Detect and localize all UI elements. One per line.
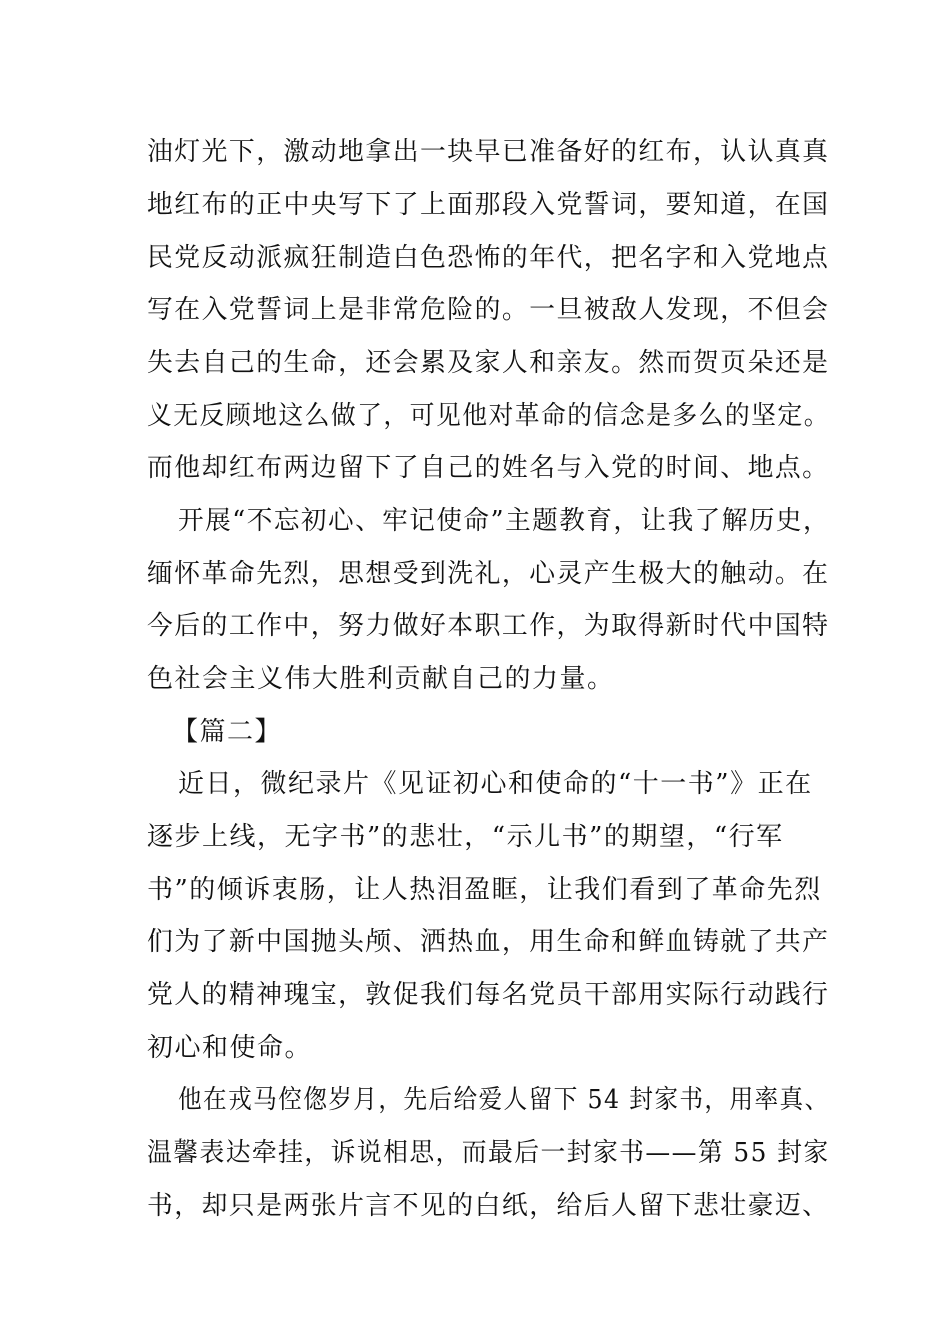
- text-line: 他在戎马倥偬岁月，先后给爱人留下 54 封家书，用率真、: [178, 1085, 830, 1115]
- text-line: 党人的精神瑰宝，敦促我们每名党员干部用实际行动践行: [147, 980, 830, 1010]
- text-line: 失去自己的生命，还会累及家人和亲友。然而贺页朵还是: [147, 348, 830, 378]
- section-heading: 【篇二】: [172, 717, 283, 747]
- text-line: 色社会主义伟大胜利贡献自己的力量。: [147, 664, 615, 694]
- text-line: 逐步上线，无字书”的悲壮，“示儿书”的期望，“行军: [147, 822, 784, 852]
- text-line: 民党反动派疯狂制造白色恐怖的年代，把名字和入党地点: [147, 243, 830, 273]
- text-line: 书，却只是两张片言不见的白纸，给后人留下悲壮豪迈、: [147, 1191, 830, 1221]
- text-line: 地红布的正中央写下了上面那段入党誓词，要知道，在国: [147, 190, 830, 220]
- text-line: 缅怀革命先烈，思想受到洗礼，心灵产生极大的触动。在: [147, 559, 830, 589]
- text-line: 们为了新中国抛头颅、洒热血，用生命和鲜血铸就了共产: [147, 927, 830, 957]
- text-line: 而他却红布两边留下了自己的姓名与入党的时间、地点。: [147, 453, 830, 483]
- text-line: 义无反顾地这么做了，可见他对革命的信念是多么的坚定。: [147, 401, 830, 431]
- text-line: 近日，微纪录片《见证初心和使命的“十一书”》正在: [178, 769, 813, 799]
- text-line: 初心和使命。: [147, 1033, 313, 1063]
- text-line: 温馨表达牵挂，诉说相思，而最后一封家书——第 55 封家: [147, 1138, 830, 1168]
- text-line: 写在入党誓词上是非常危险的。一旦被敌人发现，不但会: [147, 295, 830, 325]
- text-line: 今后的工作中，努力做好本职工作，为取得新时代中国特: [147, 611, 830, 641]
- text-line: 油灯光下，激动地拿出一块早已准备好的红布，认认真真: [147, 137, 830, 167]
- text-line: 书”的倾诉衷肠，让人热泪盈眶，让我们看到了革命先烈: [147, 875, 822, 905]
- text-line: 开展“不忘初心、牢记使命”主题教育，让我了解历史，: [178, 506, 831, 536]
